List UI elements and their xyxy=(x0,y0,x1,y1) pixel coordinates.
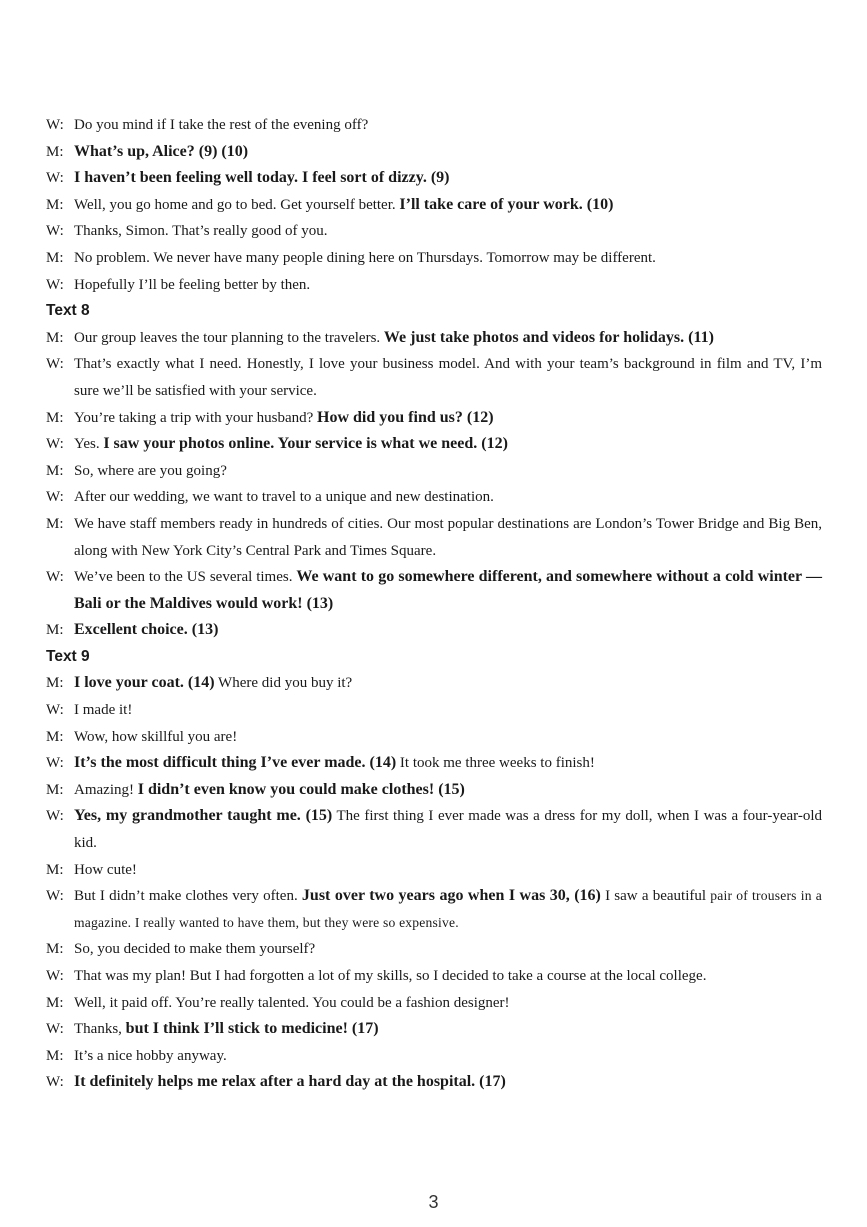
dialogue-line xyxy=(46,803,822,856)
dialogue-text: Wow, how skillful you are! xyxy=(74,728,238,745)
dialogue-line xyxy=(46,697,822,724)
speaker-label: W: xyxy=(46,356,64,373)
dialogue-line xyxy=(46,431,822,458)
dialogue-line xyxy=(46,724,822,751)
dialogue-line xyxy=(46,777,822,804)
answer-highlight: I’ll take care of your work. (10) xyxy=(399,195,614,213)
dialogue-text: No problem. We never have many people dining here on Thursdays. Tomorrow may be different. xyxy=(74,249,656,266)
speaker-label: M: xyxy=(46,728,64,745)
answer-highlight: It definitely helps me relax after a hard day at the hospital. (17) xyxy=(74,1073,506,1091)
section-heading: Text 9 xyxy=(46,647,90,665)
dialogue-text: You’re taking a trip with your husband? xyxy=(74,409,318,426)
dialogue-text: After our wedding, we want to travel to a unique and new destination. xyxy=(74,489,494,506)
dialogue-line xyxy=(46,883,822,936)
dialogue-text: Do you mind if I take the rest of the evening off? xyxy=(74,117,369,133)
speaker-label: M: xyxy=(46,409,64,426)
answer-highlight: I saw your photos online. Your service is what we need. (12) xyxy=(103,435,508,453)
dialogue-text: Well, it paid off. You’re really talented. You could be a fashion designer! xyxy=(74,994,510,1011)
answer-highlight: Yes, my grandmother taught me. (15) xyxy=(74,807,333,825)
answer-highlight: It’s the most difficult thing I’ve ever made. (14) xyxy=(74,754,397,772)
speaker-label: W: xyxy=(46,117,64,133)
speaker-label: W: xyxy=(46,1021,64,1038)
dialogue-line xyxy=(46,139,822,166)
speaker-label: W: xyxy=(46,436,64,453)
dialogue-text: It took me three weeks to finish! xyxy=(396,755,595,772)
speaker-label: M: xyxy=(46,994,64,1011)
speaker-label: M: xyxy=(46,861,64,878)
speaker-label: W: xyxy=(46,276,64,293)
dialogue-text: It’s a nice hobby anyway. xyxy=(74,1047,227,1064)
dialogue-line xyxy=(46,617,822,644)
answer-highlight: We just take photos and videos for holidays. (11) xyxy=(383,328,714,346)
dialogue-text: Our group leaves the tour planning to the travelers. xyxy=(74,329,384,346)
speaker-label: M: xyxy=(46,781,64,798)
dialogue-line xyxy=(46,857,822,884)
speaker-label: M: xyxy=(46,622,64,639)
dialogue-text: Hopefully I’ll be feeling better by then. xyxy=(74,276,311,293)
dialogue-text: That’s exactly what I need. Honestly, I love your business model. And with your team’s background in film and TV, I’m sure we’ll be satisfied with your service. xyxy=(74,356,822,399)
dialogue-line xyxy=(46,351,822,404)
dialogue-line xyxy=(46,1016,822,1043)
dialogue-line xyxy=(46,458,822,485)
dialogue-text: So, where are you going? xyxy=(74,462,227,479)
dialogue-line xyxy=(46,564,822,617)
dialogue-line xyxy=(46,990,822,1017)
dialogue-line xyxy=(46,963,822,990)
speaker-label: W: xyxy=(46,489,64,506)
speaker-label: M: xyxy=(46,143,64,160)
dialogue-line xyxy=(46,405,822,432)
dialogue-line xyxy=(46,936,822,963)
dialogue-text: Thanks, xyxy=(74,1021,126,1038)
speaker-label: W: xyxy=(46,223,64,240)
speaker-label: W: xyxy=(46,888,64,905)
dialogue-text: The first thing I ever made was a dress for my doll, when I was a four-year-old kid. xyxy=(74,808,822,852)
answer-highlight: I love your coat. (14) xyxy=(74,674,215,692)
speaker-label: W: xyxy=(46,1074,64,1091)
speaker-label: W: xyxy=(46,808,64,825)
dialogue-line xyxy=(46,511,822,564)
dialogue-text: That was my plan! But I had forgotten a lot of my skills, so I decided to take a course at the local college. xyxy=(74,968,707,984)
speaker-label: W: xyxy=(46,569,64,586)
speaker-label: M: xyxy=(46,515,64,532)
transcript-body xyxy=(46,112,822,1096)
dialogue-text: Well, you go home and go to bed. Get yourself better. xyxy=(74,196,400,213)
dialogue-text: Where did you buy it? xyxy=(214,675,353,692)
speaker-label: M: xyxy=(46,1047,64,1064)
dialogue-line xyxy=(46,165,822,192)
dialogue-text: Thanks, Simon. That’s really good of you. xyxy=(74,223,328,240)
section-heading: Text 8 xyxy=(46,302,90,320)
dialogue-text: I saw a beautiful xyxy=(600,888,711,905)
dialogue-text: But I didn’t make clothes very often. xyxy=(74,888,302,905)
dialogue-text: We’ve been to the US several times. xyxy=(74,569,297,586)
dialogue-text: Amazing! xyxy=(74,781,138,798)
answer-highlight: We want to go somewhere different, and somewhere without a cold winter — Bali or the Maldives would work! (13) xyxy=(74,568,822,612)
speaker-label: W: xyxy=(46,968,64,984)
dialogue-line xyxy=(46,272,822,299)
speaker-label: M: xyxy=(46,249,64,266)
answer-highlight: What’s up, Alice? (9) (10) xyxy=(74,142,249,160)
speaker-label: M: xyxy=(46,329,64,346)
speaker-label: M: xyxy=(46,196,64,213)
dialogue-line xyxy=(46,192,822,219)
speaker-label: W: xyxy=(46,702,64,719)
answer-highlight: I didn’t even know you could make clothes! (15) xyxy=(137,780,465,798)
dialogue-line xyxy=(46,218,822,245)
dialogue-text: How cute! xyxy=(74,861,137,878)
page-number: 3 xyxy=(428,1192,439,1212)
speaker-label: M: xyxy=(46,941,64,958)
answer-highlight: I haven’t been feeling well today. I feel sort of dizzy. (9) xyxy=(74,169,450,187)
dialogue-line xyxy=(46,245,822,272)
speaker-label: W: xyxy=(46,170,64,187)
answer-highlight: How did you find us? (12) xyxy=(317,408,494,426)
dialogue-line xyxy=(46,112,822,139)
dialogue-text: pair of trousers in a magazine. I really wanted to have them, but they were so expensive. xyxy=(74,888,822,930)
answer-highlight: Excellent choice. (13) xyxy=(74,621,219,639)
speaker-label: W: xyxy=(46,755,64,772)
answer-highlight: Just over two years ago when I was 30, (16) xyxy=(301,887,601,905)
dialogue-line xyxy=(46,670,822,697)
dialogue-line xyxy=(46,325,822,352)
dialogue-line xyxy=(46,1069,822,1096)
dialogue-text: I made it! xyxy=(74,702,133,719)
answer-highlight: but I think I’ll stick to medicine! (17) xyxy=(125,1020,379,1038)
dialogue-line xyxy=(46,1043,822,1070)
dialogue-text: Yes. xyxy=(74,436,104,453)
dialogue-line xyxy=(46,750,822,777)
speaker-label: M: xyxy=(46,675,64,692)
dialogue-text: We have staff members ready in hundreds of cities. Our most popular destinations are London’s Tower Bridge and Big Ben, along with New York City’s Central Park and Times Square. xyxy=(74,515,822,559)
dialogue-line xyxy=(46,484,822,511)
speaker-label: M: xyxy=(46,462,64,479)
dialogue-text: So, you decided to make them yourself? xyxy=(74,941,316,958)
